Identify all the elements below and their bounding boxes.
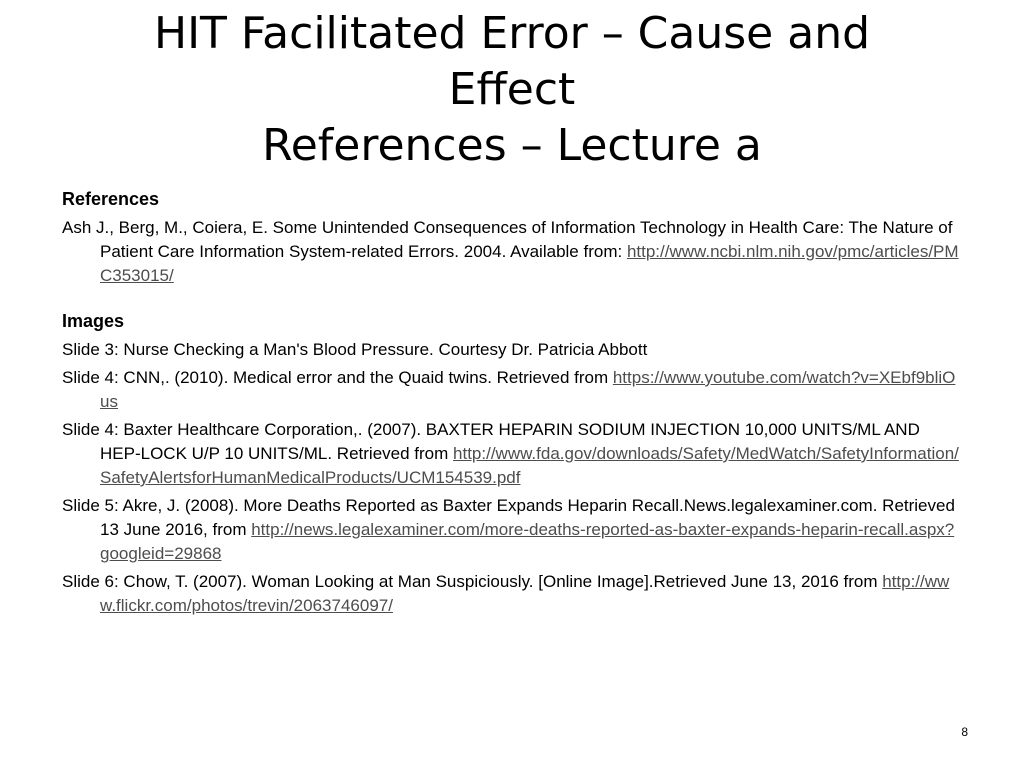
slide-content xyxy=(62,186,962,622)
image-credit-item xyxy=(62,338,962,362)
image-credit-link[interactable]: http://www.flickr.com/photos/trevin/2063746097/ xyxy=(100,572,950,615)
slide-title xyxy=(20,6,1004,174)
image-credit-link[interactable]: http://news.legalexaminer.com/more-deaths-reported-as-baxter-expands-heparin-recall.aspx?googleid=29868 xyxy=(100,520,955,563)
image-credit-text: Slide 6: Chow, T. (2007). Woman Looking at Man Suspiciously. [Online Image].Retrieved June 13, 2016 from xyxy=(62,572,883,591)
image-credit-text: Slide 4: CNN,. (2010). Medical error and the Quaid twins. Retrieved from xyxy=(62,368,613,387)
image-credit-item xyxy=(62,570,962,618)
image-credit-text: Slide 5: Akre, J. (2008). More Deaths Reported as Baxter Expands Heparin Recall.News.legalexaminer.com. Retrieved 13 June 2016, from xyxy=(62,496,955,539)
image-credit-text: Slide 3: Nurse Checking a Man's Blood Pressure. Courtesy Dr. Patricia Abbott xyxy=(62,340,648,359)
page-number: 8 xyxy=(961,725,968,739)
reference-link[interactable]: http://www.ncbi.nlm.nih.gov/pmc/articles/PMC353015/ xyxy=(100,242,959,285)
image-credit-item xyxy=(62,494,962,566)
reference-item xyxy=(62,216,962,288)
image-credit-item xyxy=(62,366,962,414)
image-credit-link[interactable]: https://www.youtube.com/watch?v=XEbf9bliOus xyxy=(100,368,956,411)
images-heading: Images xyxy=(62,311,125,331)
slide-title-line-1: HIT Facilitated Error – Cause and xyxy=(153,8,871,59)
slide-title-line-3: References – Lecture a xyxy=(262,120,762,171)
image-credit-text: Slide 4: Baxter Healthcare Corporation,. (2007). BAXTER HEPARIN SODIUM INJECTION 10,000 UNITS/ML AND HEP-LOCK U/P 10 UNITS/ML. Retrieved from xyxy=(62,420,920,463)
image-credit-item xyxy=(62,418,962,490)
image-credit-link[interactable]: http://www.fda.gov/downloads/Safety/MedWatch/SafetyInformation/SafetyAlertsforHumanMedicalProducts/UCM154539.pdf xyxy=(100,444,959,487)
references-heading: References xyxy=(62,189,160,209)
slide-title-line-2: Effect xyxy=(448,64,576,115)
reference-text: Ash J., Berg, M., Coiera, E. Some Unintended Consequences of Information Technology in Health Care: The Nature of Patient Care Information System-related Errors. 2004. Available from: xyxy=(62,218,953,261)
